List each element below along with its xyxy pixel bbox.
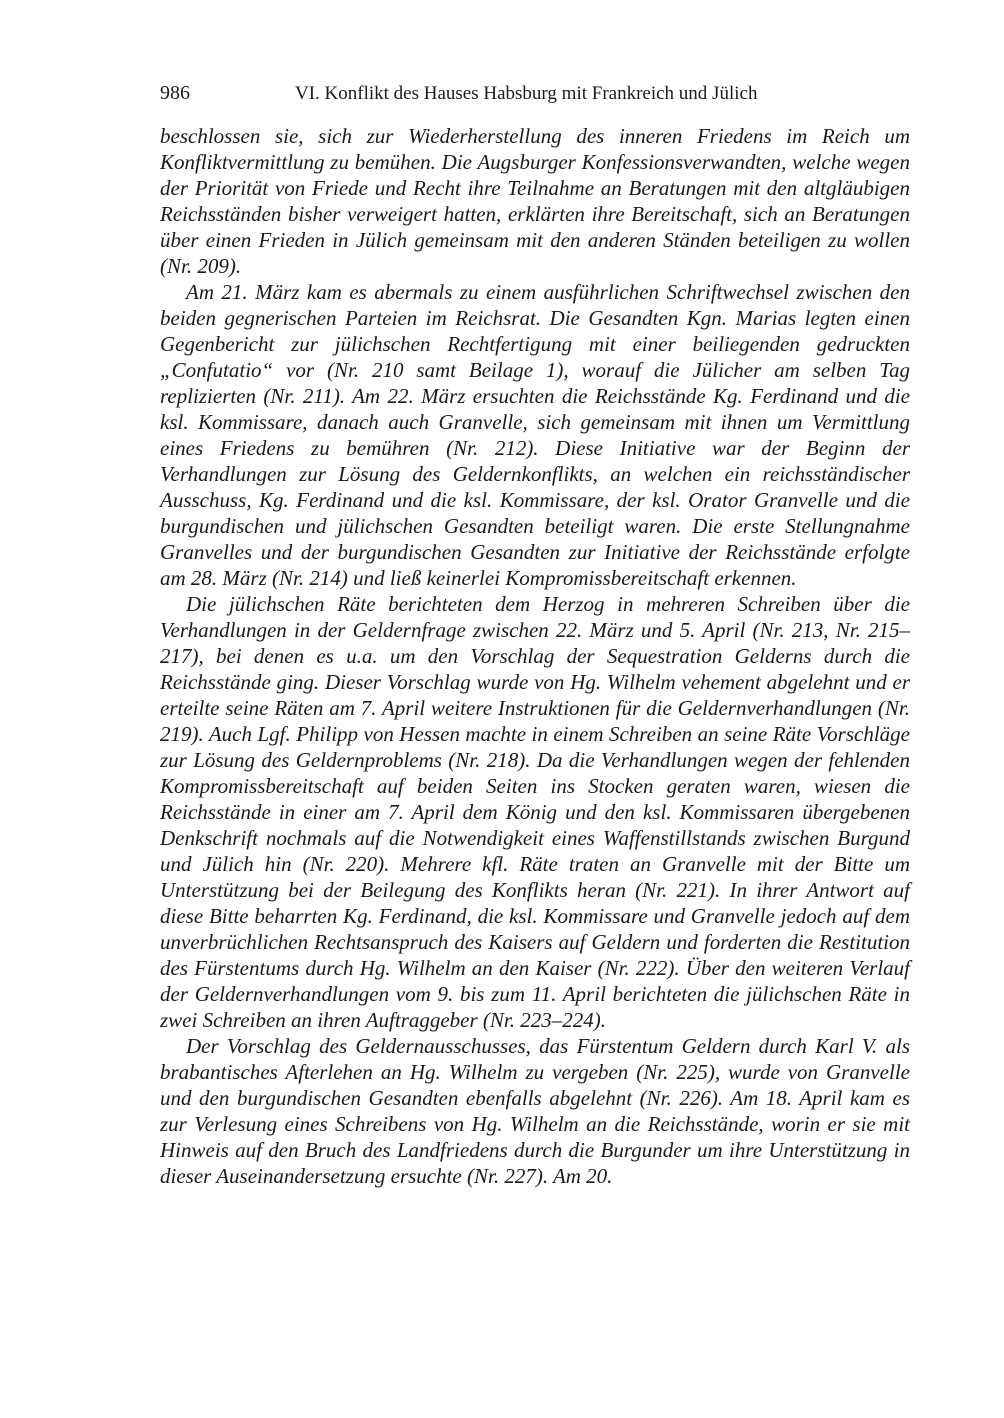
page-header (160, 80, 910, 110)
paragraph: Am 21. März kam es abermals zu einem ausführlichen Schriftwechsel zwischen den beiden gegnerischen Parteien im Reichsrat. Die Gesandten Kgn. Marias legten einen Gegenbericht zur jülichschen Rechtfertigung mit einer beiliegenden gedruckten „Confutatio“ vor (Nr. 210 samt Beilage 1), worauf die Jülicher am selben Tag replizierten (Nr. 211). Am 22. März ersuchten die Reichsstände Kg. Ferdinand und die ksl. Kommissare, danach auch Granvelle, sich gemeinsam mit ihnen um Vermittlung eines Friedens zu bemühren (Nr. 212). Diese Initiative war der Beginn der Verhandlungen zur Lösung des Geldernkonflikts, an welchen ein reichsständischer Ausschuss, Kg. Ferdinand und die ksl. Kommissare, der ksl. Orator Granvelle und die burgundischen und jülichschen Gesandten beteiligt waren. Die erste Stellungnahme Granvelles und der burgundischen Gesandten zur Initiative der Reichsstände erfolgte am 28. März (Nr. 214) und ließ keinerlei Kompromissbereitschaft erkennen. (160, 280, 910, 590)
body-text (160, 123, 910, 1189)
running-title: VI. Konflikt des Hauses Habsburg mit Frankreich und Jülich (295, 83, 758, 104)
page-number: 986 (160, 82, 190, 104)
paragraph-continued: beschlossen sie, sich zur Wiederherstellung des inneren Friedens im Reich um Konfliktvermittlung zu bemühen. Die Augsburger Konfessionsverwandten, welche wegen der Priorität von Friede und Recht ihre Teilnahme an Beratungen mit den altgläubigen Reichsständen bisher verweigert hatten, erklärten ihre Bereitschaft, sich an Beratungen über einen Frieden in Jülich gemeinsam mit den anderen Ständen beteiligen zu wollen (Nr. 209). (160, 124, 910, 278)
paragraph: Der Vorschlag des Geldernausschusses, das Fürstentum Geldern durch Karl V. als brabantisches Afterlehen an Hg. Wilhelm zu vergeben (Nr. 225), wurde von Granvelle und den burgundischen Gesandten ebenfalls abgelehnt (Nr. 226). Am 18. April kam es zur Verlesung eines Schreibens von Hg. Wilhelm an die Reichsstände, worin er sie mit Hinweis auf den Bruch des Landfriedens durch die Burgunder um ihre Unterstützung in dieser Auseinandersetzung ersuchte (Nr. 227). Am 20. (160, 1034, 910, 1188)
paragraph: Die jülichschen Räte berichteten dem Herzog in mehreren Schreiben über die Verhandlungen in der Geldernfrage zwischen 22. März und 5. April (Nr. 213, Nr. 215–217), bei denen es u.a. um den Vorschlag der Sequestration Gelderns durch die Reichsstände ging. Dieser Vorschlag wurde von Hg. Wilhelm vehement abgelehnt und er erteilte seine Räten am 7. April weitere Instruktionen für die Geldernverhandlungen (Nr. 219). Auch Lgf. Philipp von Hessen machte in einem Schreiben an seine Räte Vorschläge zur Lösung des Geldernproblems (Nr. 218). Da die Verhandlungen wegen der fehlenden Kompromissbereitschaft auf beiden Seiten ins Stocken geraten waren, wiesen die Reichsstände in einer am 7. April dem König und den ksl. Kommissaren übergebenen Denkschrift nochmals auf die Notwendigkeit eines Waffenstillstands zwischen Burgund und Jülich hin (Nr. 220). Mehrere kfl. Räte traten an Granvelle mit der Bitte um Unterstützung bei der Beilegung des Konflikts heran (Nr. 221). In ihrer Antwort auf diese Bitte beharrten Kg. Ferdinand, die ksl. Kommissare und Granvelle jedoch auf dem unverbrüchlichen Rechtsanspruch des Kaisers auf Geldern und forderten die Restitution des Fürstentums durch Hg. Wilhelm an den Kaiser (Nr. 222). Über den weiteren Verlauf der Geldernverhandlungen vom 9. bis zum 11. April berichteten die jülichschen Räte in zwei Schreiben an ihren Auftraggeber (Nr. 223–224). (160, 592, 910, 1032)
